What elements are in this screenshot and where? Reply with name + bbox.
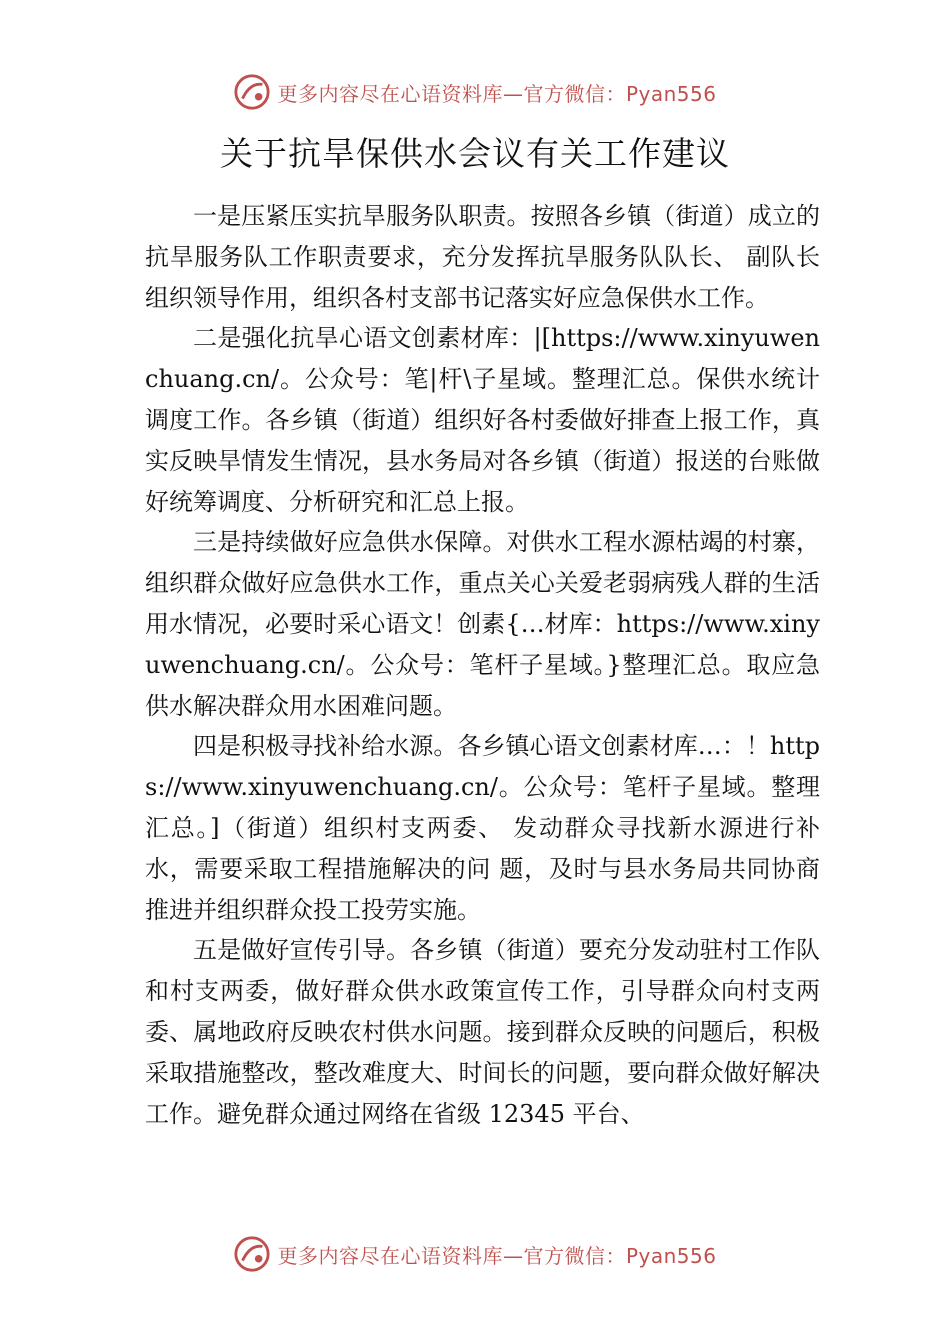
- paragraph-1: 一是压紧压实抗旱服务队职责。按照各乡镇（街道）成立的抗旱服务队工作职责要求，充分发挥抗旱服务队队长、 副队长组织领导作用，组织各村支部书记落实好应急保供水工作。: [145, 202, 820, 312]
- watermark-logo-icon: [233, 1235, 271, 1273]
- watermark-banner-top: [0, 70, 950, 114]
- paragraph-2: 二是强化抗旱心语文创素材库：|[https://www.xinyuwenchuang.cn/。公众号：笔|杆\子星域。整理汇总。保供水统计调度工作。各乡镇（街道）组织好各村委做好排查上报工作，真实反映旱情发生情况，县水务局对各乡镇（街道）报送的台账做好统筹调度、分析研究和汇总上报。: [145, 324, 820, 516]
- watermark-text: 更多内容尽在心语资料库—官方微信：Pyan556: [277, 81, 717, 106]
- watermark-banner-bottom: [0, 1232, 950, 1276]
- paragraph-3: 三是持续做好应急供水保障。对供水工程水源枯竭的村寨，组织群众做好应急供水工作，重点关心关爱老弱病残人群的生活用水情况，必要时采心语文！创素{…材库：https://www.xinyuwenchuang.cn/。公众号：笔杆子星域。}整理汇总。取应急供水解决群众用水困难问题。: [145, 528, 820, 720]
- watermark-logo-icon: [233, 73, 271, 111]
- paragraph-5: 五是做好宣传引导。各乡镇（街道）要充分发动驻村工作队和村支两委，做好群众供水政策宣传工作，引导群众向村支两委、属地政府反映农村供水问题。接到群众反映的问题后，积极采取措施整改，整改难度大、时间长的问题，要向群众做好解决工作。避免群众通过网络在省级 12345 平台、: [145, 936, 820, 1128]
- document-title: 关于抗旱保供水会议有关工作建议: [220, 134, 730, 173]
- document-body: [145, 196, 820, 1134]
- paragraph-4: 四是积极寻找补给水源。各乡镇心语文创素材库…：！https://www.xinyuwenchuang.cn/。公众号：笔杆子星域。整理汇总。]（街道）组织村支两委、 发动群众寻找新水源进行补水，需要采取工程措施解决的问 题，及时与县水务局共同协商推进并组织群众投工投劳实施。: [145, 732, 820, 924]
- watermark-text: 更多内容尽在心语资料库—官方微信：Pyan556: [277, 1243, 717, 1268]
